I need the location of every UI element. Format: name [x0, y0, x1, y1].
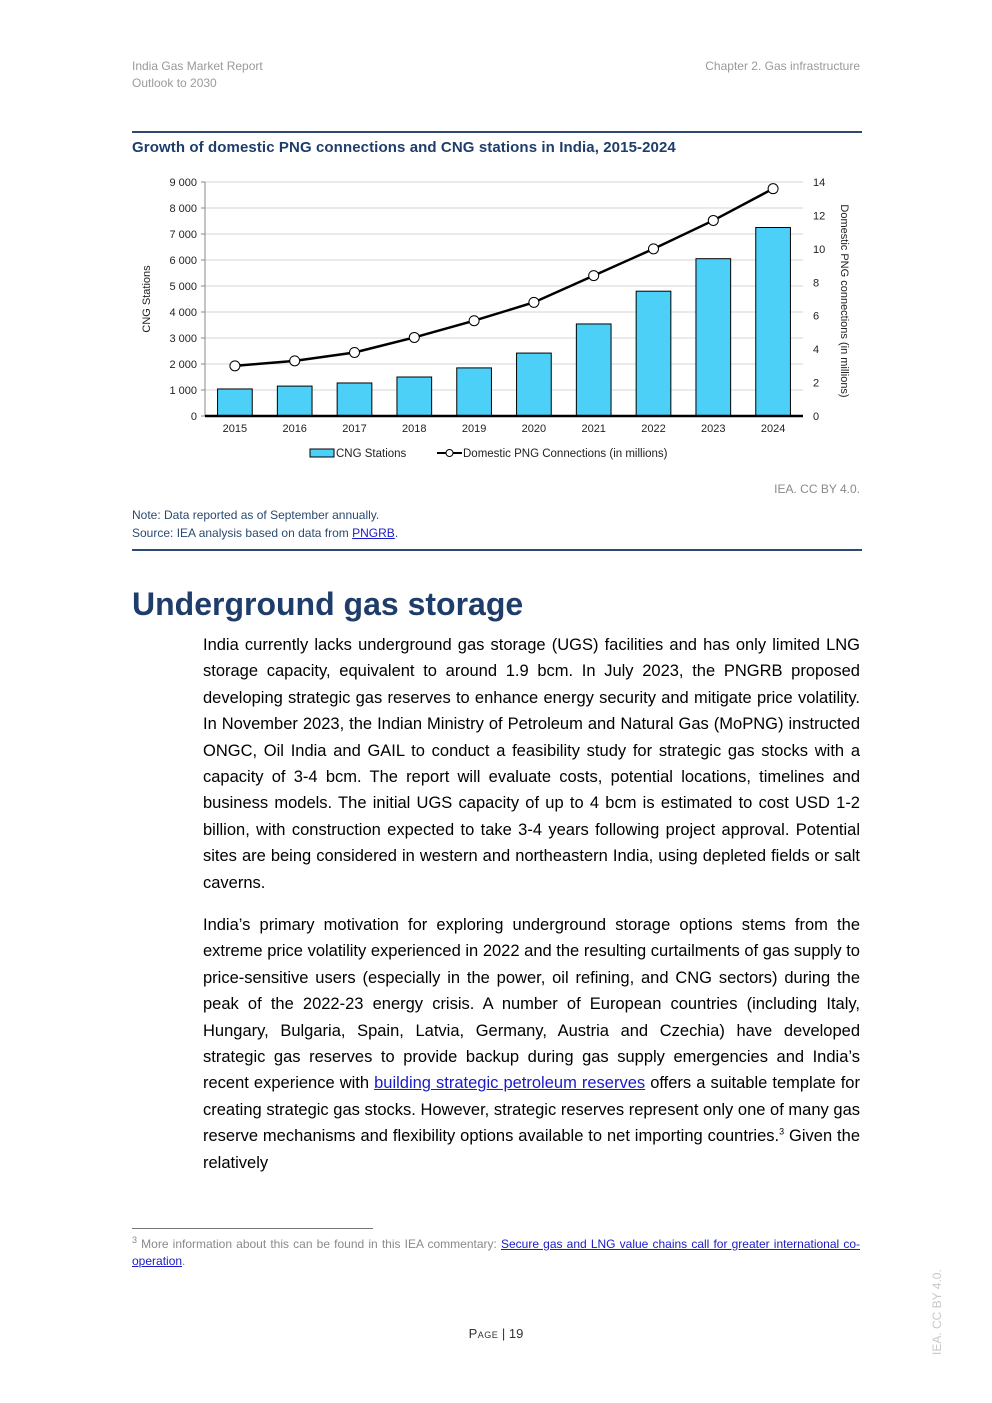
y-tick-label: 7 000 [169, 229, 197, 241]
figure-top-rule [132, 131, 862, 133]
figure-note: Note: Data reported as of September annually. [132, 508, 380, 522]
running-header-left [132, 58, 263, 92]
y-tick-label: 1 000 [169, 385, 197, 397]
point-png-connections [350, 347, 360, 357]
x-tick-label: 2021 [581, 423, 606, 435]
footnote-ref: 3 [779, 1126, 785, 1137]
point-png-connections [290, 356, 300, 366]
bar-cng-stations [576, 324, 611, 416]
paragraph-2-text-c: Given the relatively [203, 1127, 860, 1172]
bar-cng-stations [517, 353, 552, 416]
y-tick-label: 4 000 [169, 307, 197, 319]
y-tick-label: 3 000 [169, 333, 197, 345]
page-number [0, 1326, 992, 1341]
bar-cng-stations [696, 259, 731, 416]
x-tick-label: 2024 [760, 423, 786, 435]
page-number-value: 19 [508, 1326, 524, 1341]
paragraph-2-text-a: India’s primary motivation for exploring underground storage options stems from the extreme price volatility experienced in 2022 and the resulting curtailments of gas supply to price-sensitive users (especially in the power, oil refining, and CNG sectors) during the peak of the 2022-23 energy crisis. A number of European countries (including Italy, Hungary, Bulgaria, Spain, Latvia, Germany, Austria and Czechia) have developed strategic gas reserves to provide backup during gas supply emergencies and India’s recent experience with [203, 916, 860, 1093]
report-title: India Gas Market Report [132, 59, 263, 73]
bar-cng-stations [218, 389, 253, 416]
x-tick-label: 2015 [222, 423, 248, 435]
report-subtitle: Outlook to 2030 [132, 76, 217, 90]
figure-source [132, 526, 398, 540]
y-tick-label: 5 000 [169, 281, 197, 293]
y2-tick-label: 12 [813, 210, 826, 223]
source-link-pngrb[interactable]: PNGRB [352, 526, 395, 540]
side-credit: IEA. CC BY 4.0. [930, 1269, 944, 1355]
source-suffix: . [394, 526, 399, 540]
y2-tick-label: 0 [813, 411, 820, 423]
legend-marker-png [446, 450, 453, 457]
x-tick-label: 2016 [282, 423, 307, 435]
bar-cng-stations [756, 228, 791, 417]
figure-credit: IEA. CC BY 4.0. [774, 482, 860, 496]
x-tick-label: 2023 [701, 423, 726, 435]
y-tick-label: 0 [190, 411, 197, 423]
y-axis-title: CNG Stations [141, 265, 153, 333]
y2-tick-label: 4 [813, 344, 820, 357]
y2-tick-label: 8 [813, 277, 820, 290]
chart [130, 170, 860, 470]
bar-cng-stations [636, 291, 671, 416]
footnote-number: 3 [132, 1235, 138, 1245]
point-png-connections [708, 215, 718, 225]
x-tick-label: 2020 [521, 423, 547, 435]
x-tick-label: 2017 [342, 423, 367, 435]
y2-axis-title: Domestic PNG connections (in millions) [838, 204, 850, 398]
point-png-connections [409, 332, 419, 342]
figure-bottom-rule [132, 549, 862, 551]
chapter-label: Chapter 2. Gas infrastructure [705, 59, 860, 73]
x-tick-label: 2018 [402, 423, 427, 435]
y-tick-label: 8 000 [169, 203, 197, 215]
x-tick-label: 2019 [461, 423, 487, 435]
y-tick-label: 9 000 [169, 177, 197, 189]
footnote-link[interactable]: Secure gas and LNG value chains call for greater international co-operation [132, 1237, 860, 1268]
legend-label-cng: CNG Stations [336, 448, 407, 460]
point-png-connections [529, 297, 539, 307]
bar-cng-stations [277, 386, 312, 416]
paragraph-2-text-b: offers a suitable template for creating strategic gas stocks. However, strategic reserves represent only one of many gas reserve mechanisms and flexibility options available to net importing countries. [203, 1074, 860, 1146]
point-png-connections [469, 316, 479, 326]
y2-tick-label: 10 [813, 243, 826, 256]
x-tick-label: 2022 [641, 423, 666, 435]
footnote [132, 1236, 860, 1270]
page-label: Page [468, 1326, 499, 1341]
bar-cng-stations [397, 377, 432, 416]
legend-label-png: Domestic PNG Connections (in millions) [463, 448, 668, 460]
figure-title: Growth of domestic PNG connections and CNG stations in India, 2015-2024 [132, 139, 676, 156]
y-tick-label: 6 000 [169, 255, 197, 267]
bar-cng-stations [337, 383, 372, 416]
bar-cng-stations [457, 368, 492, 416]
footnote-rule [132, 1228, 373, 1229]
y2-tick-label: 14 [813, 177, 826, 189]
section-heading: Underground gas storage [132, 586, 524, 622]
link-strategic-petroleum-reserves[interactable]: building strategic petroleum reserves [374, 1074, 646, 1093]
legend-swatch-cng [310, 449, 334, 457]
point-png-connections [589, 271, 599, 281]
page-separator: | [498, 1326, 509, 1341]
line-png-connections [235, 189, 773, 366]
footnote-text: More information about this can be found in this IEA commentary: [137, 1237, 501, 1251]
footnote-suffix: . [182, 1254, 186, 1268]
point-png-connections [768, 184, 778, 194]
point-png-connections [649, 244, 659, 254]
source-prefix: Source: IEA analysis based on data from [132, 526, 353, 540]
paragraph-1: India currently lacks underground gas storage (UGS) facilities and has only limited LNG storage capacity, equivalent to around 1.9 bcm. In July 2023, the PNGRB proposed developing strategic gas reserves to enhance energy security and mitigate price volatility. In November 2023, the Indian Ministry of Petroleum and Natural Gas (MoPNG) instructed ONGC, Oil India and GAIL to conduct a feasibility study for strategic gas stocks with a capacity of 3-4 bcm. The report will evaluate costs, potential locations, timelines and business models. The initial UGS capacity of up to 4 bcm is estimated to cost USD 1-2 billion, with construction expected to take 3-4 years following project approval. Potential sites are being considered in western and northeastern India, using depleted fields or salt caverns. [203, 636, 860, 892]
y-tick-label: 2 000 [169, 359, 197, 371]
point-png-connections [230, 361, 240, 371]
paragraph-2 [203, 912, 860, 1176]
y2-tick-label: 2 [813, 377, 820, 390]
y2-tick-label: 6 [813, 310, 820, 323]
